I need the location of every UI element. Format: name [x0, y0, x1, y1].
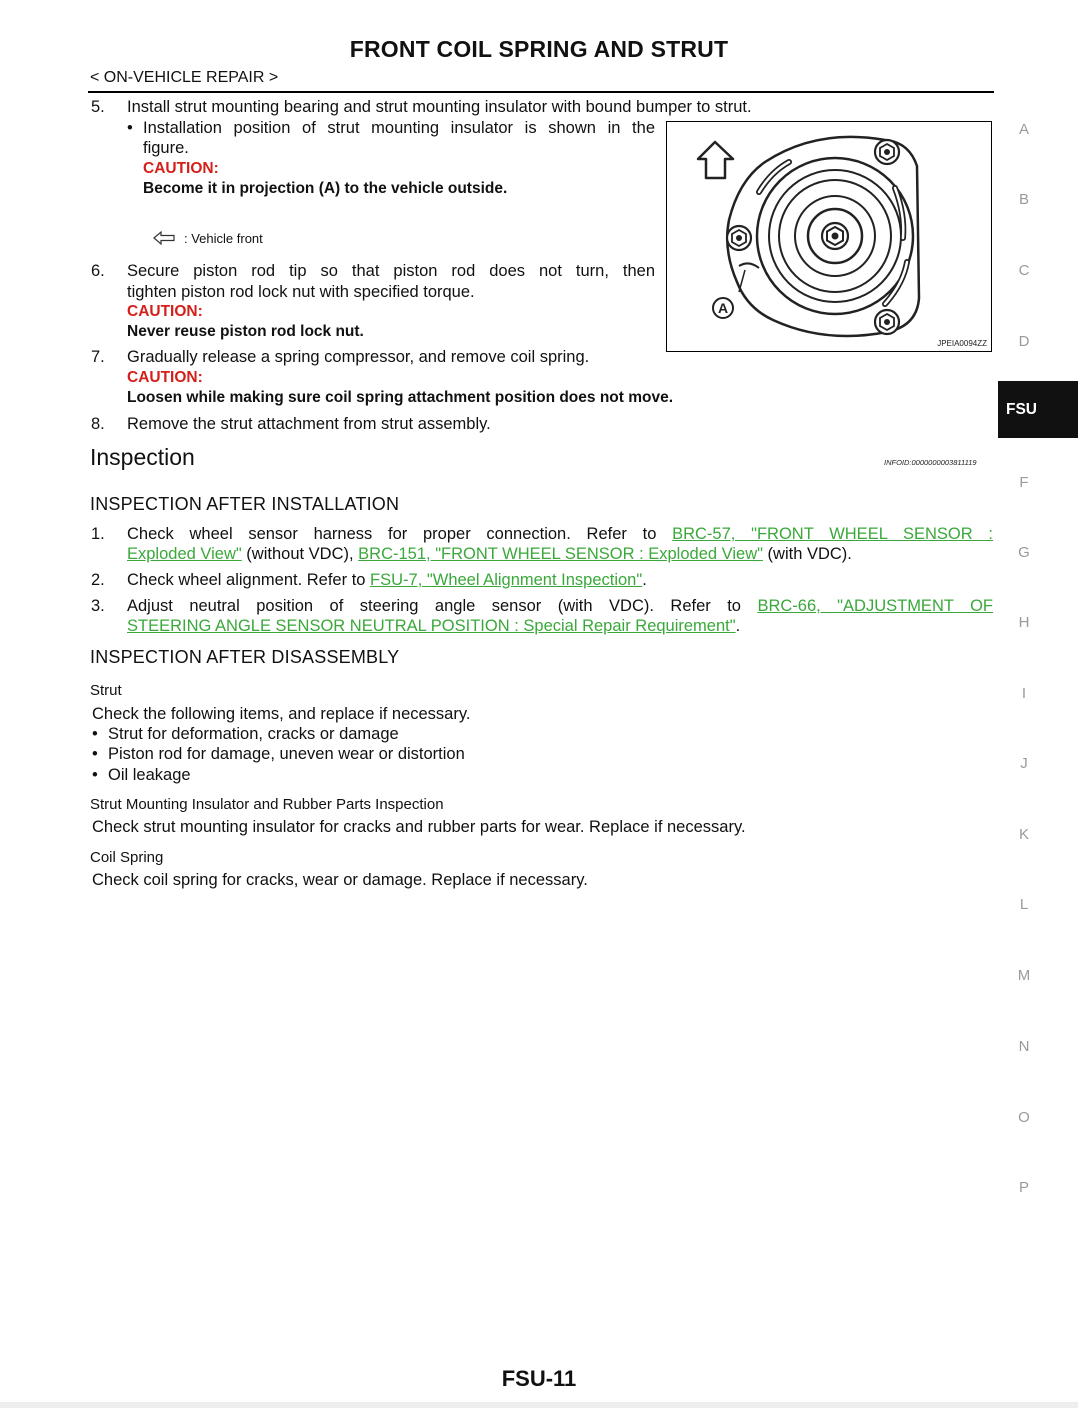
- section-breadcrumb: < ON-VEHICLE REPAIR >: [90, 69, 279, 86]
- link-brc-151-front-wheel-sensor[interactable]: BRC-151, "FRONT WHEEL SENSOR : Exploded View": [358, 545, 763, 563]
- install-item-1-text-b: (without VDC),: [241, 545, 359, 563]
- strut-bullet-3-text: Oil leakage: [108, 766, 191, 784]
- index-tab-o[interactable]: O: [1018, 1109, 1030, 1126]
- index-tab-m[interactable]: M: [1017, 967, 1031, 984]
- mount-bolt-top-right: [875, 140, 899, 164]
- info-id: INFOID:0000000003811119: [884, 458, 977, 467]
- callout-a-label: A: [717, 300, 729, 316]
- after-installation-heading: INSPECTION AFTER INSTALLATION: [90, 494, 400, 514]
- caution-label-1: CAUTION:: [143, 160, 219, 177]
- install-item-3-text-a: Adjust neutral position of steering angle sensor (with VDC). Refer to: [127, 597, 758, 615]
- install-item-3-line-1: [127, 596, 993, 616]
- caution-text-1: Become it in projection (A) to the vehicle outside.: [143, 180, 508, 197]
- strut-bullet-2-text: Piston rod for damage, uneven wear or distortion: [108, 745, 465, 763]
- step-6-line-1: Secure piston rod tip so that piston rod does not turn, then: [127, 262, 655, 280]
- install-item-2-text-a: Check wheel alignment. Refer to: [127, 571, 371, 589]
- index-tab-j[interactable]: J: [1020, 755, 1028, 772]
- index-tab-f[interactable]: F: [1019, 474, 1029, 491]
- install-item-2-text: [127, 570, 647, 590]
- step-5-bullet-line-2: figure.: [143, 139, 189, 157]
- step-5-number: 5.: [91, 98, 105, 116]
- strut-bullet-3: [92, 765, 191, 785]
- index-tab-a[interactable]: A: [1018, 121, 1029, 138]
- inspection-heading: Inspection: [90, 444, 195, 470]
- strut-subheading: Strut: [90, 682, 122, 699]
- index-tab-k[interactable]: K: [1018, 826, 1029, 843]
- figure-code: JPEIA0094ZZ: [937, 339, 987, 348]
- caution-label-2: CAUTION:: [127, 303, 203, 320]
- index-tab-p[interactable]: P: [1018, 1179, 1029, 1196]
- index-tab-d[interactable]: D: [1018, 333, 1030, 350]
- coil-spring-text: Check coil spring for cracks, wear or damage. Replace if necessary.: [92, 871, 588, 889]
- strut-intro: Check the following items, and replace if necessary.: [92, 705, 471, 723]
- mount-bolt-left: [727, 226, 751, 250]
- header-divider: [88, 91, 994, 93]
- step-5-bullet-line-1: Installation position of strut mounting insulator is shown in the: [143, 119, 655, 137]
- caution-text-2: Never reuse piston rod lock nut.: [127, 323, 364, 340]
- link-brc-57-front-wheel-sensor[interactable]: BRC-57, "FRONT WHEEL SENSOR :: [672, 525, 993, 543]
- link-brc-66-steering-angle-sensor[interactable]: STEERING ANGLE SENSOR NEUTRAL POSITION : Special Repair Requirement": [127, 617, 736, 635]
- bullet-marker: •: [92, 725, 98, 743]
- insulator-subheading: Strut Mounting Insulator and Rubber Parts Inspection: [90, 796, 444, 813]
- index-tab-i[interactable]: I: [1021, 685, 1027, 702]
- install-item-2-number: 2.: [91, 571, 105, 589]
- insulator-text: Check strut mounting insulator for cracks and rubber parts for wear. Replace if necessary.: [92, 818, 746, 836]
- strut-insulator-figure: [666, 121, 992, 352]
- install-item-3-line-2: [127, 616, 740, 636]
- caution-label-3: CAUTION:: [127, 369, 203, 386]
- bullet-marker: •: [92, 745, 98, 763]
- step-5-bullet-marker: •: [127, 119, 133, 137]
- link-brc-57-exploded-view[interactable]: Exploded View": [127, 545, 242, 563]
- step-5-text: Install strut mounting bearing and strut mounting insulator with bound bumper to strut.: [127, 98, 752, 116]
- index-tab-g[interactable]: G: [1018, 544, 1030, 561]
- strut-bullet-1: [92, 724, 399, 744]
- step-7-text: Gradually release a spring compressor, and remove coil spring.: [127, 348, 590, 366]
- link-fsu-7-wheel-alignment[interactable]: FSU-7, "Wheel Alignment Inspection": [370, 571, 643, 589]
- strut-bullet-2: [92, 744, 465, 764]
- index-tab-fsu-active[interactable]: FSU: [998, 381, 1078, 438]
- install-item-1-number: 1.: [91, 525, 105, 543]
- step-8-number: 8.: [91, 415, 105, 433]
- link-brc-66-adjustment[interactable]: BRC-66, "ADJUSTMENT OF: [757, 597, 994, 615]
- after-disassembly-heading: INSPECTION AFTER DISASSEMBLY: [90, 647, 400, 667]
- caution-text-3: Loosen while making sure coil spring attachment position does not move.: [127, 389, 674, 406]
- page-number: FSU-11: [501, 1366, 577, 1391]
- install-item-2-text-b: .: [642, 571, 647, 589]
- step-6-line-2: tighten piston rod lock nut with specified torque.: [127, 283, 475, 301]
- step-8-text: Remove the strut attachment from strut assembly.: [127, 415, 491, 433]
- step-7-number: 7.: [91, 348, 105, 366]
- strut-mounting-insulator-illustration: [667, 122, 991, 351]
- install-item-1-text-c: (with VDC).: [762, 545, 852, 563]
- step-6-number: 6.: [91, 262, 105, 280]
- mount-bolt-bottom-right: [875, 310, 899, 334]
- index-tab-c[interactable]: C: [1018, 262, 1030, 279]
- strut-bullet-1-text: Strut for deformation, cracks or damage: [108, 725, 399, 743]
- install-item-1-text-a: Check wheel sensor harness for proper connection. Refer to: [127, 525, 673, 543]
- page-title: FRONT COIL SPRING AND STRUT: [349, 36, 729, 62]
- install-item-1-line-1: [127, 524, 993, 544]
- legend-vehicle-front: : Vehicle front: [184, 231, 263, 246]
- index-tab-l[interactable]: L: [1019, 896, 1029, 913]
- coil-spring-subheading: Coil Spring: [90, 849, 164, 866]
- index-tab-n[interactable]: N: [1018, 1038, 1030, 1055]
- index-tab-b[interactable]: B: [1018, 191, 1029, 208]
- bullet-marker: •: [92, 766, 98, 784]
- install-item-3-text-b: .: [735, 617, 741, 635]
- bottom-edge-band: [0, 1402, 1078, 1408]
- vehicle-front-arrow-icon: [152, 230, 176, 246]
- install-item-3-number: 3.: [91, 597, 105, 615]
- install-item-1-line-2: [127, 544, 852, 564]
- index-tab-h[interactable]: H: [1018, 614, 1030, 631]
